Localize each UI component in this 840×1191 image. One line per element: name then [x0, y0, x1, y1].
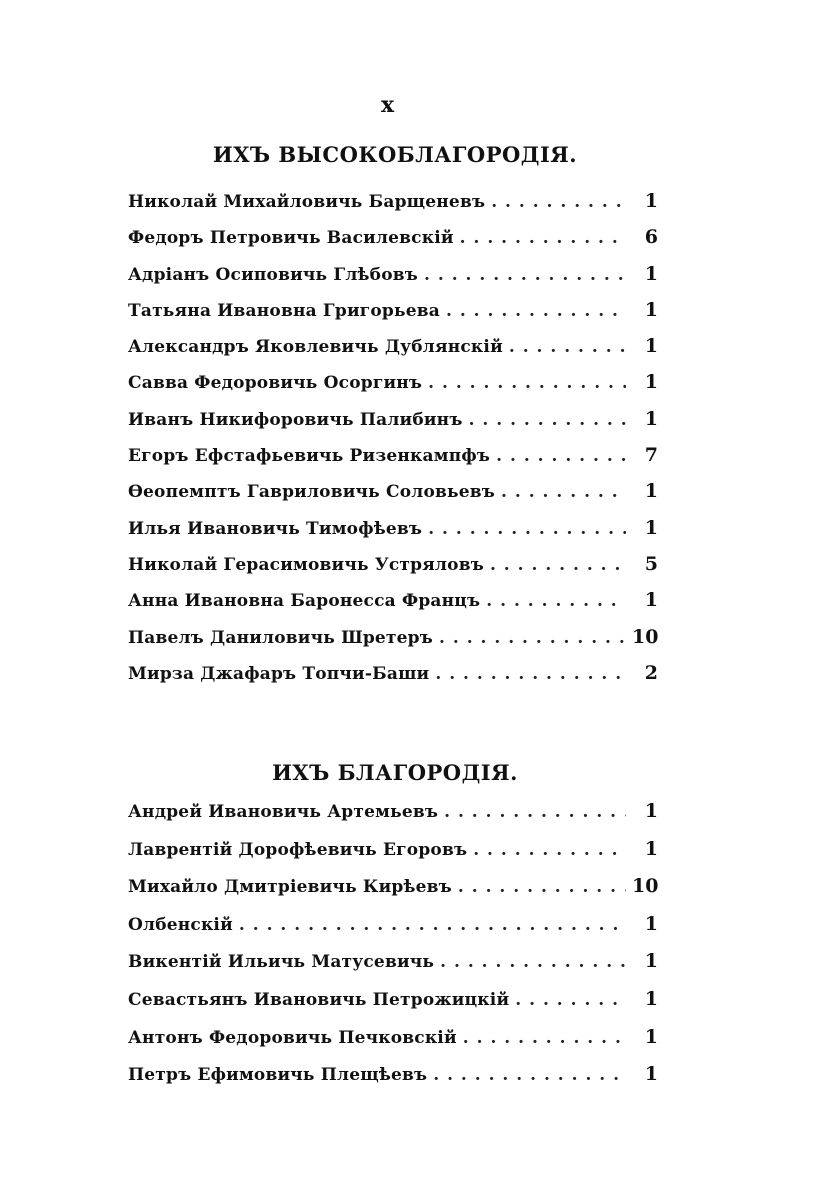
dot-leader: [490, 555, 626, 575]
dot-leader: [428, 519, 626, 539]
subscriber-name: Илья Ивановичь Тимофѣевъ: [128, 518, 423, 539]
subscriber-name: Андрей Ивановичь Артемьевъ: [128, 802, 439, 822]
list-item: [128, 517, 658, 553]
copies-count: 1: [644, 800, 658, 822]
list-item: [128, 988, 658, 1026]
list-item: [128, 263, 658, 299]
dot-leader: [433, 1065, 626, 1085]
copies-count: 1: [644, 837, 658, 860]
subscriber-name: Михайло Дмитріевичь Кирѣевъ: [128, 877, 452, 898]
dot-leader: [239, 915, 626, 935]
copies-count: 10: [632, 875, 659, 898]
list-item: [128, 226, 658, 262]
copies-count: 1: [644, 298, 658, 321]
copies-count: 1: [644, 516, 658, 539]
dot-leader: [435, 664, 626, 684]
subscriber-name: Федоръ Петровичь Василевскій: [128, 228, 454, 249]
list-item: [128, 480, 658, 516]
dot-leader: [515, 990, 626, 1010]
dot-leader: [473, 840, 626, 860]
copies-count: 1: [644, 480, 658, 503]
subscriber-name: Петръ Ефимовичь Плещѣевъ: [128, 1065, 428, 1086]
list-item: [128, 838, 658, 876]
list-item: [128, 589, 658, 625]
copies-count: 1: [644, 371, 658, 394]
dot-leader: [446, 301, 626, 321]
copies-count: 1: [644, 1063, 658, 1086]
list-item: [128, 553, 658, 589]
list-item: [128, 1026, 658, 1064]
dot-leader: [428, 373, 626, 393]
subscriber-name: Севастьянъ Ивановичь Петрожицкій: [128, 989, 510, 1010]
dot-leader: [486, 591, 626, 611]
subscriber-name: Александръ Яковлевичь Дублянскій: [128, 337, 503, 358]
subscriber-list-high-nobility: [128, 190, 658, 698]
dot-leader: [469, 410, 626, 430]
dot-leader: [509, 337, 626, 357]
list-item: [128, 408, 658, 444]
subscriber-name: Анна Ивановна Баронесса Францъ: [128, 591, 481, 612]
subscriber-name: Адріанъ Осиповичь Глѣбовъ: [128, 264, 419, 285]
list-item: [128, 371, 658, 407]
list-item: [128, 662, 658, 698]
list-item: [128, 444, 658, 480]
dot-leader: [491, 192, 626, 212]
copies-count: 1: [644, 335, 658, 358]
dot-leader: [460, 228, 626, 248]
section-title-nobility: ИХЪ БЛАГОРОДІЯ.: [272, 760, 518, 785]
dot-leader: [444, 802, 626, 822]
list-item: [128, 299, 658, 335]
list-item: [128, 626, 658, 662]
dot-leader: [463, 1028, 626, 1048]
subscriber-list-nobility: [128, 800, 658, 1101]
list-item: [128, 190, 658, 226]
copies-count: 6: [644, 226, 658, 249]
subscriber-name: Павелъ Даниловичь Шретеръ: [128, 627, 434, 648]
list-item: [128, 875, 658, 913]
page-number: x: [380, 92, 395, 118]
list-item: [128, 950, 658, 988]
section-title-high-nobility: ИХЪ ВЫСОКОБЛАГОРОДІЯ.: [212, 142, 578, 167]
copies-count: 7: [644, 444, 658, 467]
subscriber-name: Викентій Ильичь Матусевичь: [128, 952, 435, 973]
copies-count: 1: [644, 912, 658, 935]
copies-count: 10: [632, 625, 659, 648]
list-item: [128, 800, 658, 838]
subscriber-name: Николай Герасимовичь Устряловъ: [128, 554, 484, 575]
copies-count: 1: [644, 190, 658, 212]
subscriber-name: Антонъ Федоровичь Печковскій: [128, 1027, 457, 1048]
subscriber-name: Николай Михайловичь Барщеневъ: [128, 192, 486, 212]
subscriber-name: Егоръ Ефстафьевичь Ризенкампфъ: [128, 446, 491, 467]
subscriber-name: Лаврентій Дорофѣевичь Егоровъ: [128, 839, 468, 860]
copies-count: 1: [644, 1025, 658, 1048]
dot-leader: [501, 482, 626, 502]
copies-count: 5: [644, 552, 658, 575]
copies-count: 1: [644, 407, 658, 430]
list-item: [128, 1063, 658, 1101]
copies-count: 1: [644, 262, 658, 285]
copies-count: 1: [644, 589, 658, 612]
dot-leader: [458, 877, 626, 897]
copies-count: 2: [644, 661, 658, 684]
copies-count: 1: [644, 950, 658, 973]
list-item: [128, 913, 658, 951]
list-item: [128, 335, 658, 371]
dot-leader: [496, 446, 626, 466]
subscriber-name: Савва Федоровичь Осоргинъ: [128, 373, 423, 394]
dot-leader: [424, 265, 626, 285]
subscriber-name: Иванъ Никифоровичь Палибинъ: [128, 409, 463, 430]
subscriber-name: Олбенскій: [128, 914, 233, 935]
subscriber-name: Татьяна Ивановна Григорьева: [128, 300, 440, 321]
dot-leader: [439, 628, 626, 648]
dot-leader: [440, 952, 626, 972]
subscriber-name: Мирза Джафаръ Топчи-Баши: [128, 663, 430, 684]
subscriber-name: Ѳеопемптъ Гавриловичь Соловьевъ: [128, 482, 496, 503]
copies-count: 1: [644, 987, 658, 1010]
